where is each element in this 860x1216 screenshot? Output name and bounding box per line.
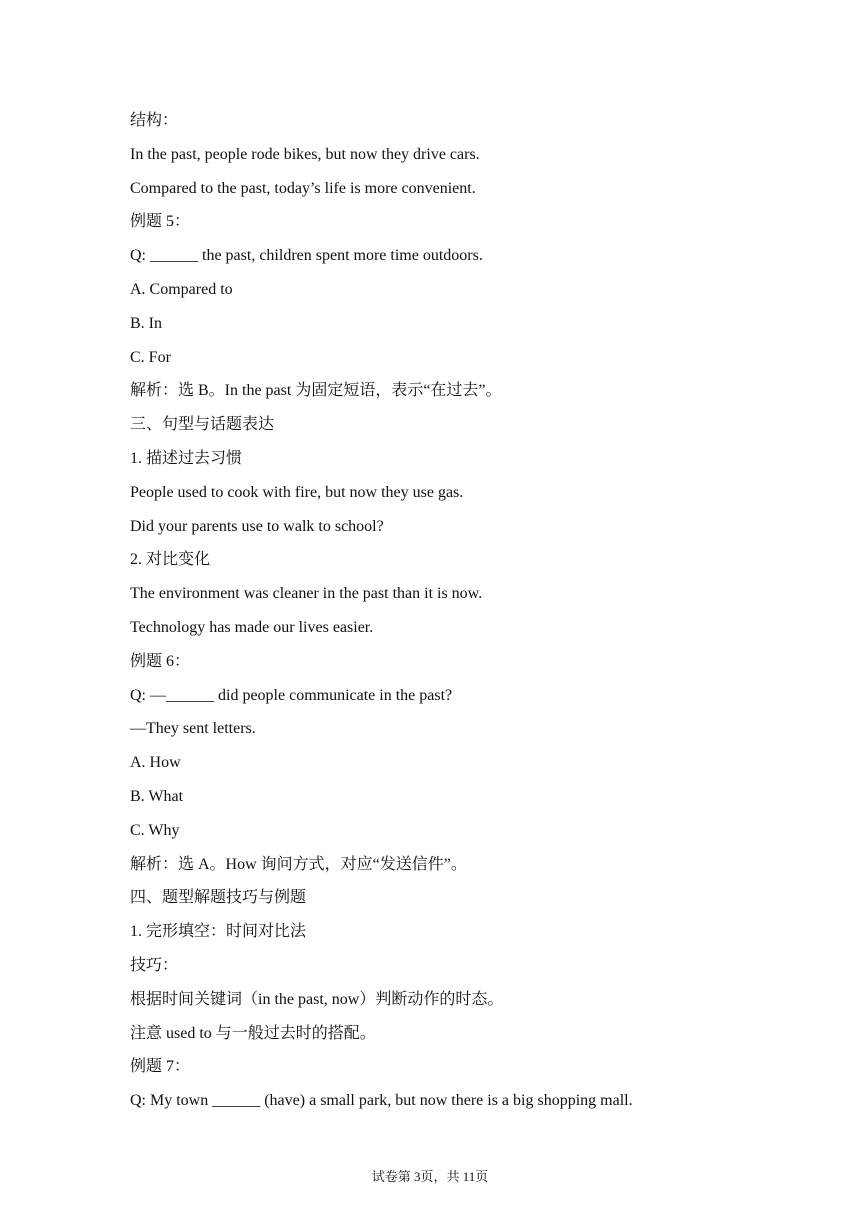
- subsection-heading: 1. 描述过去习惯: [130, 449, 243, 467]
- question-text: Q: ______ the past, children spent more time outdoors.: [130, 247, 483, 265]
- example-sentence: Did your parents use to walk to school?: [130, 517, 384, 535]
- page-footer: 试卷第 3页，共 11页: [371, 1169, 489, 1184]
- answer-option: A. How: [130, 754, 181, 772]
- answer-option: C. For: [130, 348, 171, 366]
- example-heading: 例题 5：: [130, 213, 191, 231]
- question-response: —They sent letters.: [130, 720, 256, 738]
- answer-option: B. In: [130, 314, 162, 332]
- answer-option: A. Compared to: [130, 280, 233, 298]
- tip-text: 根据时间关键词（in the past, now）判断动作的时态。: [130, 990, 504, 1008]
- analysis-text: 解析：选 B。In the past 为固定短语，表示“在过去”。: [130, 382, 502, 400]
- subsection-heading: 2. 对比变化: [130, 551, 211, 569]
- example-sentence: People used to cook with fire, but now they use gas.: [130, 483, 464, 501]
- section-heading: 三、句型与话题表达: [130, 416, 275, 434]
- example-sentence: In the past, people rode bikes, but now they drive cars.: [130, 145, 480, 163]
- tip-text: 注意 used to 与一般过去时的搭配。: [130, 1024, 376, 1042]
- example-sentence: Compared to the past, today’s life is more convenient.: [130, 179, 476, 197]
- question-text: Q: —______ did people communicate in the past?: [130, 686, 453, 704]
- page-content: [130, 110, 750, 1124]
- section-label-structure: 结构：: [130, 112, 179, 129]
- question-text: Q: My town ______ (have) a small park, but now there is a big shopping mall.: [130, 1092, 633, 1110]
- example-heading: 例题 7：: [130, 1058, 191, 1076]
- tip-label: 技巧：: [130, 956, 179, 974]
- example-sentence: The environment was cleaner in the past than it is now.: [130, 585, 483, 603]
- answer-option: C. Why: [130, 821, 180, 839]
- answer-option: B. What: [130, 787, 184, 805]
- example-heading: 例题 6：: [130, 652, 191, 670]
- example-sentence: Technology has made our lives easier.: [130, 618, 374, 636]
- section-heading: 四、题型解题技巧与例题: [130, 889, 307, 907]
- analysis-text: 解析：选 A。How 询问方式，对应“发送信件”。: [130, 855, 467, 873]
- subsection-heading: 1. 完形填空：时间对比法: [130, 923, 307, 941]
